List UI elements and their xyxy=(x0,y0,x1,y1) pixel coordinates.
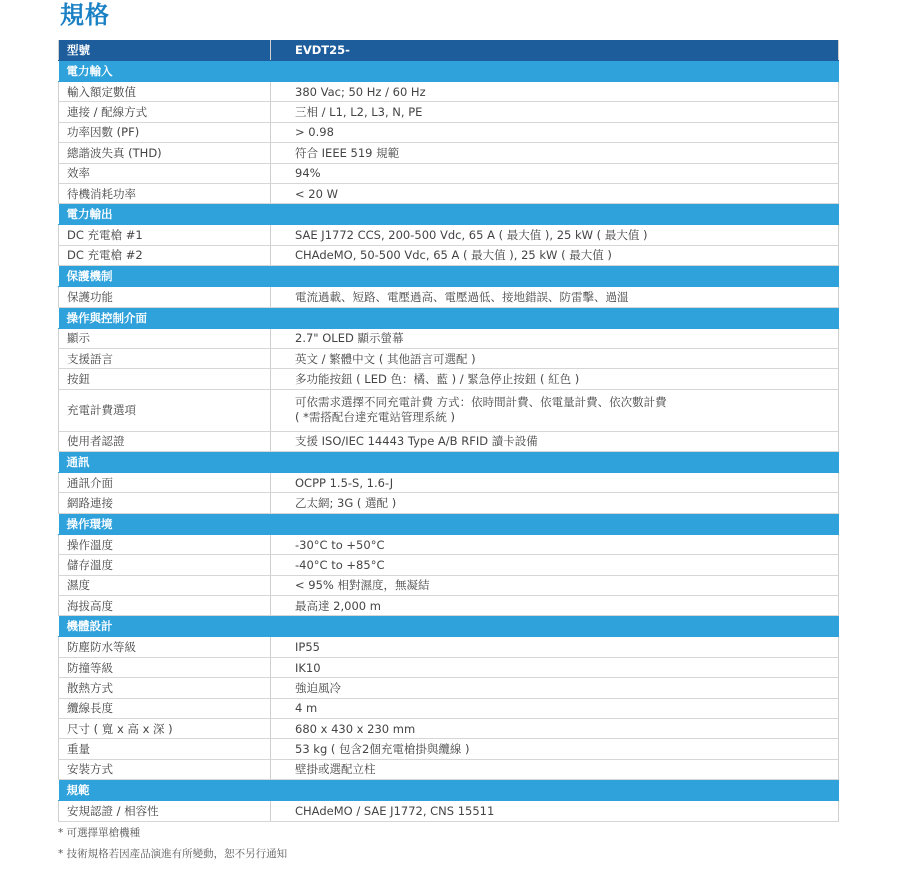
table-row xyxy=(59,102,839,122)
spec-label: 防撞等級 xyxy=(59,657,271,677)
spec-value: 電流過載、短路、電壓過高、電壓過低、接地錯誤、防雷擊、過溫 xyxy=(271,287,839,307)
table-row xyxy=(59,555,839,575)
table-row xyxy=(59,678,839,698)
table-row xyxy=(59,82,839,102)
table-row xyxy=(59,698,839,718)
spec-label: 防塵防水等級 xyxy=(59,637,271,657)
table-row xyxy=(59,245,839,265)
spec-value: CHAdeMO, 50-500 Vdc, 65 A ( 最大值 ), 25 kW ( 最大值 ) xyxy=(271,245,839,265)
table-header-row xyxy=(59,40,839,61)
table-row xyxy=(59,575,839,595)
spec-value: OCPP 1.5-S, 1.6-J xyxy=(271,473,839,493)
spec-label: 重量 xyxy=(59,739,271,759)
footnotes xyxy=(58,826,287,868)
spec-label: DC 充電槍 #1 xyxy=(59,225,271,245)
spec-value: 符合 IEEE 519 規範 xyxy=(271,143,839,163)
spec-value: 支援 ISO/IEC 14443 Type A/B RFID 讀卡設備 xyxy=(271,431,839,451)
spec-value: < 20 W xyxy=(271,183,839,203)
section-title: 保護機制 xyxy=(59,266,839,287)
spec-label: 操作溫度 xyxy=(59,534,271,554)
table-row xyxy=(59,739,839,759)
spec-table xyxy=(58,40,839,822)
table-row xyxy=(59,473,839,493)
footnote: * 技術規格若因產品演進有所變動，恕不另行通知 xyxy=(58,848,288,860)
table-row xyxy=(59,369,839,389)
spec-label: 儲存溫度 xyxy=(59,555,271,575)
table-row xyxy=(59,287,839,307)
spec-value: 最高達 2,000 m xyxy=(271,596,839,616)
section-title: 操作與控制介面 xyxy=(59,307,839,328)
spec-value-note: ( *需搭配台達充電站管理系統 ) xyxy=(295,410,456,425)
section-header-row xyxy=(59,616,839,637)
spec-label: 尺寸 ( 寬 x 高 x 深 ) xyxy=(59,718,271,738)
spec-label: 連接 / 配線方式 xyxy=(59,102,271,122)
section-header-row xyxy=(59,513,839,534)
spec-value: 380 Vac; 50 Hz / 60 Hz xyxy=(271,82,839,102)
spec-label: 總諧波失真 (THD) xyxy=(59,143,271,163)
table-row xyxy=(59,718,839,738)
table-row xyxy=(59,657,839,677)
spec-label: 顯示 xyxy=(59,328,271,348)
spec-label: 功率因數 (PF) xyxy=(59,122,271,142)
table-row xyxy=(59,493,839,513)
table-row xyxy=(59,431,839,451)
spec-value: > 0.98 xyxy=(271,122,839,142)
spec-value: < 95% 相對濕度，無凝結 xyxy=(271,575,839,595)
spec-table-body xyxy=(59,40,839,821)
section-title: 機體設計 xyxy=(59,616,839,637)
spec-label: 纜線長度 xyxy=(59,698,271,718)
spec-label: 使用者認證 xyxy=(59,431,271,451)
spec-value: IK10 xyxy=(271,657,839,677)
spec-value xyxy=(271,389,839,431)
spec-value: 壁掛或選配立柱 xyxy=(271,759,839,779)
spec-value: CHAdeMO / SAE J1772, CNS 15511 xyxy=(271,801,839,821)
spec-value: 53 kg ( 包含2個充電槍掛與纜線 ) xyxy=(271,739,839,759)
model-value: EVDT25- xyxy=(271,40,839,61)
section-header-row xyxy=(59,780,839,801)
section-header-row xyxy=(59,61,839,82)
table-row xyxy=(59,596,839,616)
spec-value: 2.7" OLED 顯示螢幕 xyxy=(271,328,839,348)
table-row xyxy=(59,801,839,821)
table-row xyxy=(59,328,839,348)
spec-label: 網路連接 xyxy=(59,493,271,513)
section-header-row xyxy=(59,452,839,473)
table-row xyxy=(59,225,839,245)
table-row xyxy=(59,637,839,657)
section-title: 電力輸入 xyxy=(59,61,839,82)
spec-label: 待機消耗功率 xyxy=(59,183,271,203)
table-row xyxy=(59,143,839,163)
spec-label: 支援語言 xyxy=(59,348,271,368)
spec-label: DC 充電槍 #2 xyxy=(59,245,271,265)
spec-label: 保護功能 xyxy=(59,287,271,307)
section-title: 規範 xyxy=(59,780,839,801)
spec-label: 充電計費選項 xyxy=(59,389,271,431)
section-title: 通訊 xyxy=(59,452,839,473)
spec-value: 強迫風冷 xyxy=(271,678,839,698)
table-row xyxy=(59,122,839,142)
spec-value: SAE J1772 CCS, 200-500 Vdc, 65 A ( 最大值 ), 25 kW ( 最大值 ) xyxy=(271,225,839,245)
spec-label: 散熱方式 xyxy=(59,678,271,698)
section-title: 操作環境 xyxy=(59,513,839,534)
spec-label: 通訊介面 xyxy=(59,473,271,493)
table-row xyxy=(59,759,839,779)
spec-value: IP55 xyxy=(271,637,839,657)
spec-value: 英文 / 繁體中文 ( 其他語言可選配 ) xyxy=(271,348,839,368)
spec-value: 多功能按鈕 ( LED 色：橘、藍 ) / 緊急停止按鈕 ( 紅色 ) xyxy=(271,369,839,389)
table-row xyxy=(59,534,839,554)
table-row xyxy=(59,183,839,203)
spec-label: 安裝方式 xyxy=(59,759,271,779)
section-header-row xyxy=(59,204,839,225)
spec-value: -30°C to +50°C xyxy=(271,534,839,554)
section-header-row xyxy=(59,266,839,287)
section-header-row xyxy=(59,307,839,328)
spec-label: 安規認證 / 相容性 xyxy=(59,801,271,821)
spec-value: 4 m xyxy=(271,698,839,718)
model-label: 型號 xyxy=(59,40,271,61)
spec-label: 輸入額定數值 xyxy=(59,82,271,102)
spec-value: -40°C to +85°C xyxy=(271,555,839,575)
table-row xyxy=(59,389,839,431)
spec-label: 海拔高度 xyxy=(59,596,271,616)
table-row xyxy=(59,348,839,368)
spec-label: 濕度 xyxy=(59,575,271,595)
footnote: * 可選擇單槍機種 xyxy=(58,827,141,839)
spec-label: 按鈕 xyxy=(59,369,271,389)
spec-value: 680 x 430 x 230 mm xyxy=(271,718,839,738)
spec-label: 效率 xyxy=(59,163,271,183)
spec-value: 三相 / L1, L2, L3, N, PE xyxy=(271,102,839,122)
section-title: 電力輸出 xyxy=(59,204,839,225)
table-row xyxy=(59,163,839,183)
page-title: 規格 xyxy=(60,1,110,29)
spec-value: 94% xyxy=(271,163,839,183)
spec-value: 乙太網; 3G ( 選配 ) xyxy=(271,493,839,513)
spec-value-line: 可依需求選擇不同充電計費 方式：依時間計費、依電量計費、依次數計費 xyxy=(295,395,667,410)
